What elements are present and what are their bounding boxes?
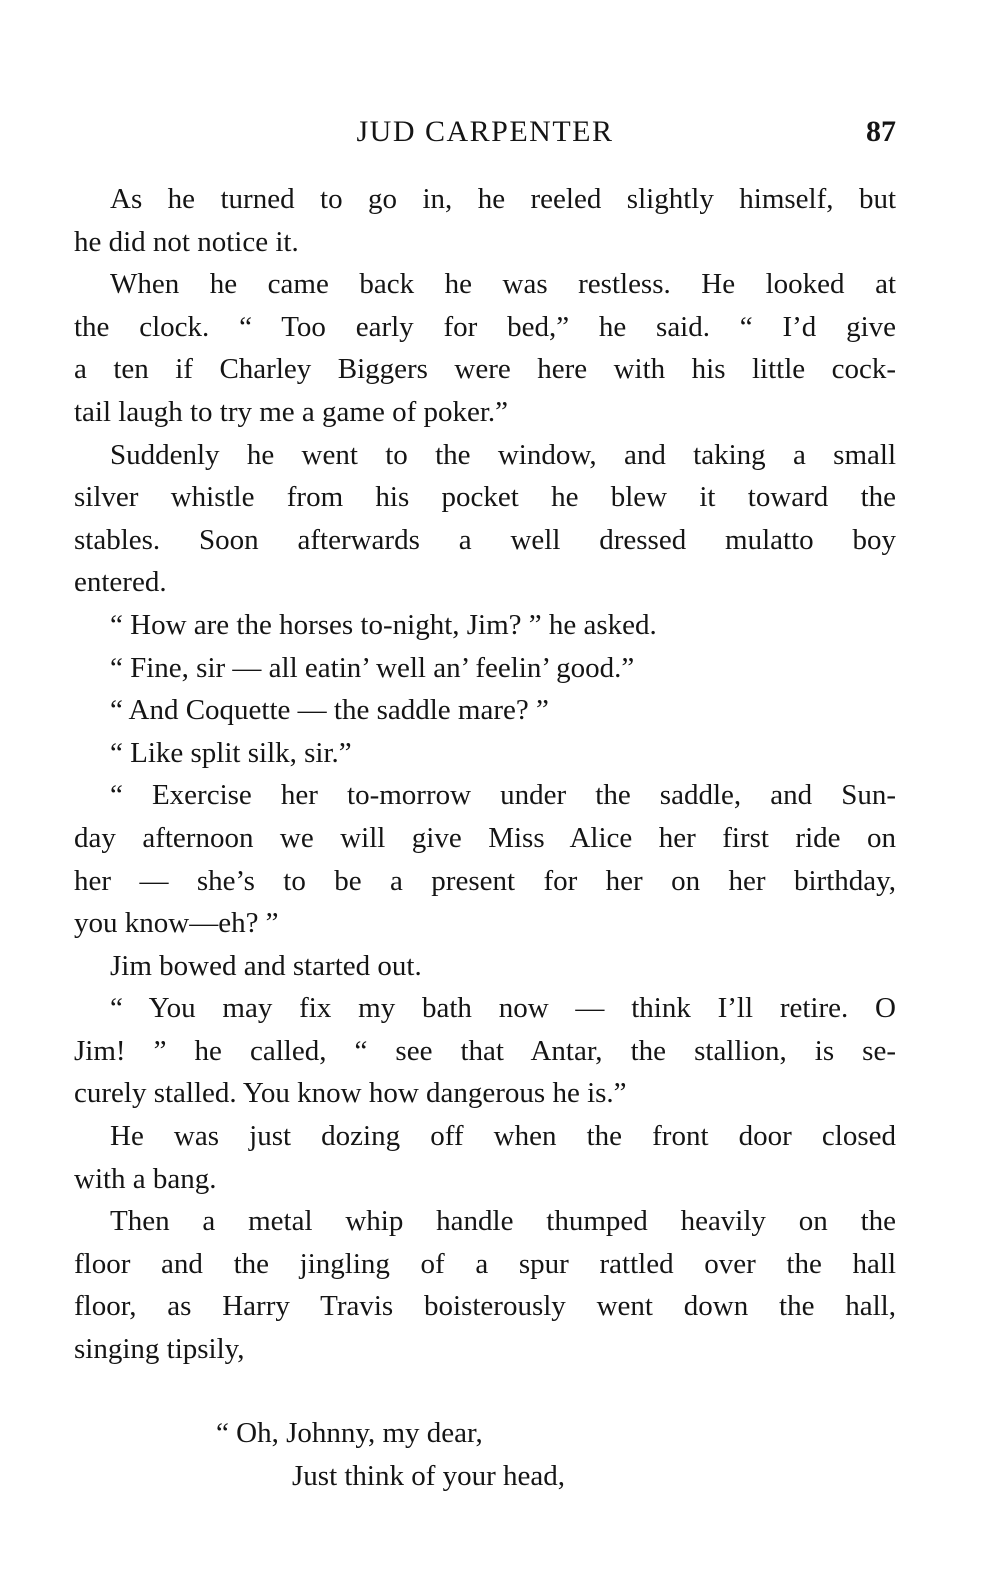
- text-line: “ Like split silk, sir.”: [110, 736, 352, 769]
- running-head: [74, 112, 896, 152]
- text-line: Suddenly he went to the window, and taking a small: [110, 438, 896, 471]
- text-line: her — she’s to be a present for her on her birthday,: [74, 864, 896, 897]
- text-line: day afternoon we will give Miss Alice her first ride on: [74, 821, 896, 854]
- text-line: with a bang.: [74, 1162, 217, 1195]
- text-line: curely stalled. You know how dangerous he is.”: [74, 1077, 627, 1110]
- text-line: “ And Coquette — the saddle mare? ”: [110, 694, 549, 727]
- text-line: singing tipsily,: [74, 1333, 245, 1366]
- text-line: Jim! ” he called, “ see that Antar, the stallion, is se-: [74, 1034, 896, 1067]
- verse-line: Just think of your head,: [292, 1459, 566, 1492]
- text-line: “ Fine, sir — all eatin’ well an’ feelin’ good.”: [110, 651, 635, 684]
- text-line: Jim bowed and started out.: [110, 949, 422, 982]
- text-line: the clock. “ Too early for bed,” he said. “ I’d give: [74, 310, 896, 343]
- text-line: “ Exercise her to-morrow under the saddle, and Sun-: [110, 779, 896, 812]
- text-line: As he turned to go in, he reeled slightly himself, but: [110, 183, 896, 215]
- text-line: “ You may fix my bath now — think I’ll retire. O: [110, 992, 896, 1025]
- text-line: He was just dozing off when the front door closed: [110, 1120, 896, 1153]
- text-line: When he came back he was restless. He looked at: [110, 268, 896, 301]
- text-line: a ten if Charley Biggers were here with his little cock-: [74, 353, 896, 386]
- text-line: entered.: [74, 566, 167, 599]
- text-line: “ How are the horses to-night, Jim? ” he asked.: [110, 608, 657, 641]
- running-title: JUD CARPENTER: [356, 115, 614, 148]
- text-line: you know—eh? ”: [74, 907, 279, 940]
- text-line: Then a metal whip handle thumped heavily on the: [110, 1205, 896, 1238]
- verse: [74, 1412, 896, 1497]
- text-line: silver whistle from his pocket he blew it toward the: [74, 481, 896, 514]
- text-line: stables. Soon afterwards a well dressed mulatto boy: [74, 523, 896, 556]
- text-line: floor and the jingling of a spur rattled over the hall: [74, 1247, 896, 1280]
- text-line: he did not notice it.: [74, 225, 299, 258]
- body-text: [74, 178, 896, 1371]
- page-number: 87: [866, 115, 896, 148]
- text-line: floor, as Harry Travis boisterously went down the hall,: [74, 1290, 896, 1323]
- verse-line: “ Oh, Johnny, my dear,: [216, 1417, 483, 1449]
- text-line: tail laugh to try me a game of poker.”: [74, 395, 509, 428]
